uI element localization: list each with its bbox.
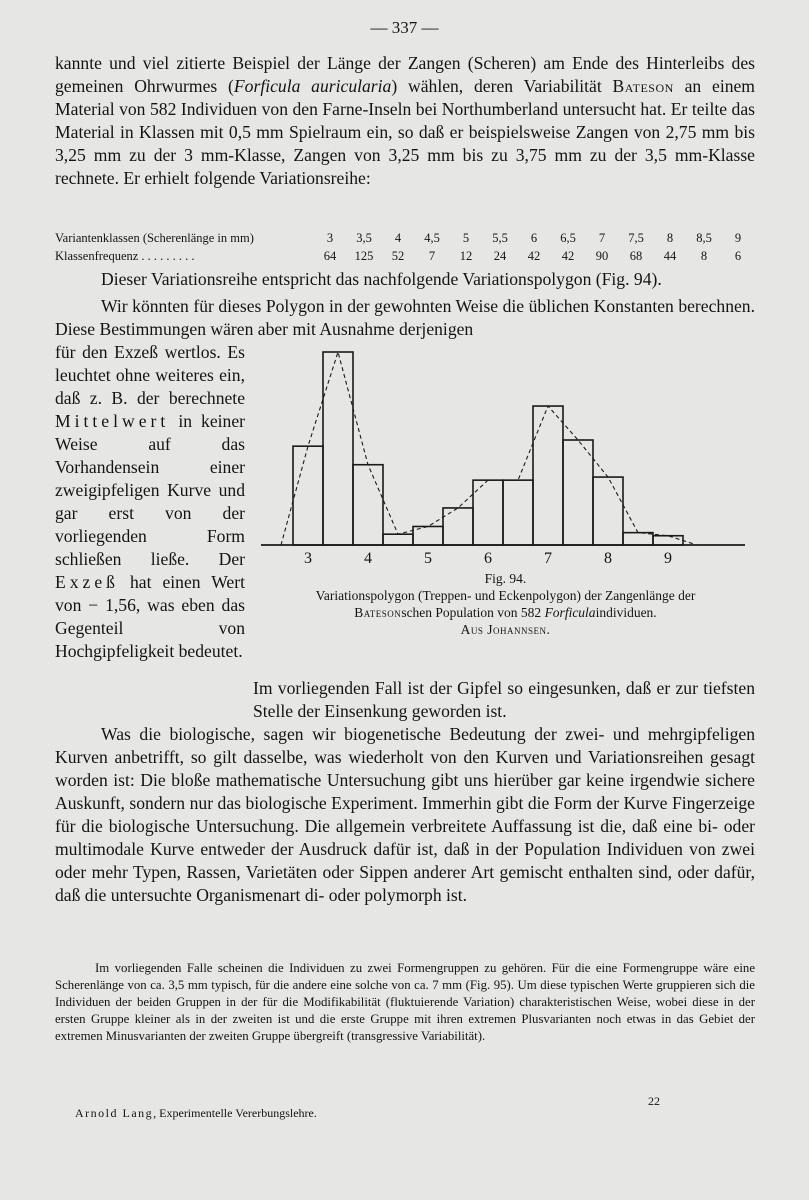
wrapped-text-column [55,341,245,663]
caption-source: Aus Johannsen. [460,622,551,637]
class-value: 4,5 [424,231,440,245]
frequency-value: 125 [354,249,374,263]
class-value: 5 [462,231,470,245]
class-value: 9 [734,231,742,245]
class-value: 7 [598,231,606,245]
caption-line-2 [258,604,753,621]
signature-mark: 22 [648,1094,660,1108]
continuation-line: Im vorliegenden Fall ist der Gipfel so eingesunken, daß er zur tiefsten Stelle der Einsenkung geworden ist. [253,678,755,721]
histogram-bar [533,406,563,545]
frequency-value: 6 [734,249,742,263]
para1-c: an einem Material von 582 Individuen von den Farne-Inseln bei Northumberland untersucht hat. Er teilte das Material in Klassen mit 0,5 mm Spielraum ein, so daß er beispielsweise Zangen von 2,75 mm bis 3,25 mm zu der 3 mm-Klasse, Zangen von 3,25 mm bis zu 3,75 mm zu der 3,5 mm-Klasse rechnete. Er erhielt folgende Variationsreihe: [55,76,755,188]
frequency-value: 52 [391,249,405,263]
class-value: 8 [666,231,674,245]
figure-caption [258,570,753,638]
author-name: Bateson [612,76,674,96]
frequency-value: 7 [428,249,436,263]
table-row-frequencies [55,247,755,265]
spaced-term-exzess: Exzeß [55,572,119,592]
frequency-value: 12 [459,249,473,263]
wrap-b: in keiner Weise auf das Vorhandensein einer zweigipfeligen Kurve und gar erst von der vorliegenden Form schließen ließe. Der [55,411,245,569]
caption-text-end: individuen. [595,605,657,620]
histogram-bar [383,534,413,545]
footer-title: , Experimentelle Vererbungslehre. [153,1106,317,1120]
histogram-bar [353,465,383,545]
figure-label: Fig. 94. [484,571,527,586]
histogram-bar [593,477,623,545]
caption-species: Forficula [544,605,596,620]
footer-line [75,1106,317,1121]
paragraph-1 [55,52,755,190]
para1-b: ) wählen, deren Variabilität [391,76,613,96]
caption-author: Bateson [354,605,402,620]
histogram-bar [653,536,683,545]
caption-line-1: Variationspolygon (Treppen- und Eckenpolygon) der Zangenlänge der [315,588,696,603]
paragraph-4: Was die biologische, sagen wir biogenetische Bedeutung der zwei- und mehrgipfeligen Kurven anbetrifft, so gilt dasselbe, was wiederholt von den Kurven und Variationsreihen gesagt worden ist: Die bloße mathematische Untersuchung gibt uns hierüber gar keine irgendwie sichere Auskunft, sondern nur das biologische Experiment. Immerhin gibt die Form der Kurve Fingerzeige für die biologische Untersuchung. Die allgemein verbreitete Auffassung ist die, daß eine bi- oder multimodale Kurve entweder der Ausdruck dafür ist, daß in der Population Individuen von zwei oder mehr Typen, Rassen, Varietäten oder Sippen anderer Art gemischt enthalten sind, oder dafür, daß die untersuchte Organismenart di- oder polymorph ist. [55,724,755,905]
table-row-label: Klassenfrequenz . . . . . . . . . [55,249,195,263]
class-value: 5,5 [492,231,508,245]
frequency-value: 44 [663,249,677,263]
class-value: 8,5 [696,231,712,245]
paragraph-2: Dieser Variationsreihe entspricht das nachfolgende Variationspolygon (Fig. 94). [101,269,662,289]
species-name: Forficula auricularia [233,76,392,96]
table-row-label: Variantenklassen (Scherenlänge in mm) [55,231,254,245]
histogram-bar [563,440,593,545]
frequency-polygon-line [281,352,697,545]
footer-author: Arnold Lang [75,1106,154,1120]
paragraph-continuation [55,677,755,907]
x-tick-label: 7 [544,550,552,567]
paragraph-3: Wir könnten für dieses Polygon in der gewohnten Weise die üblichen Konstanten berechnen. Diese Bestimmungen wären aber mit Ausnahme derjenigen [55,296,755,339]
class-value: 7,5 [628,231,644,245]
variation-table [55,229,755,265]
table-row-classes [55,229,755,247]
class-value: 3,5 [356,231,372,245]
wrap-c: hat einen Wert von − 1,56, was eben das Gegenteil von Hochgipfeligkeit bedeutet. [55,572,245,661]
x-tick-label: 9 [664,550,672,567]
x-tick-label: 8 [604,550,612,567]
variation-polygon-chart [255,345,755,575]
frequency-value: 68 [629,249,643,263]
histogram-bar [503,480,533,545]
frequency-value: 24 [493,249,507,263]
class-value: 6,5 [560,231,576,245]
class-value: 4 [394,231,402,245]
histogram-bar [293,446,323,545]
x-tick-label: 5 [424,550,432,567]
small-print-paragraph: Im vorliegenden Falle scheinen die Individuen zu zwei Formengruppen zu gehören. Für die eine Formengruppe wäre eine Scherenlänge von ca. 3,5 mm typisch, für die andere eine solche von ca. 7 mm (Fig. 95). Um diese typischen Werte gruppieren sich die Individuen der beiden Gruppen in der für die Modifikabilität (fluktuierende Variation) charakteristischen Weise, wobei diese in der ersten Gruppe kleiner als in der zweiten ist und die erste Gruppe mit ihren extremen Plusvarianten noch etwas in das Gebiet der extremen Minusvarianten der zweiten Gruppe übergreift (transgressive Variabilität). [55,961,755,1043]
frequency-value: 42 [561,249,575,263]
frequency-value: 90 [595,249,609,263]
frequency-value: 64 [323,249,337,263]
histogram-bar [443,508,473,545]
x-tick-label: 6 [484,550,492,567]
class-value: 6 [530,231,538,245]
spaced-term-mittelwert: Mittelwert [55,411,170,431]
histogram-bar [623,533,653,545]
frequency-cells [313,247,755,265]
x-tick-label: 3 [304,550,312,567]
wrap-a: für den Exzeß wertlos. Es leuchtet ohne weiteres ein, daß z. B. der berechnete [55,342,245,408]
page-number: — 337 — [370,18,439,37]
class-value: 3 [326,231,334,245]
frequency-value: 8 [700,249,708,263]
class-cells [313,229,755,247]
caption-text: schen Population von 582 [401,605,545,620]
para1-a: kannte und viel zitierte Beispiel der Länge der Zangen (Scheren) am Ende des Hinterleibs des gemeinen Ohrwurmes ( [55,53,755,96]
histogram-bar [323,352,353,545]
x-tick-label: 4 [364,550,372,567]
frequency-value: 42 [527,249,541,263]
